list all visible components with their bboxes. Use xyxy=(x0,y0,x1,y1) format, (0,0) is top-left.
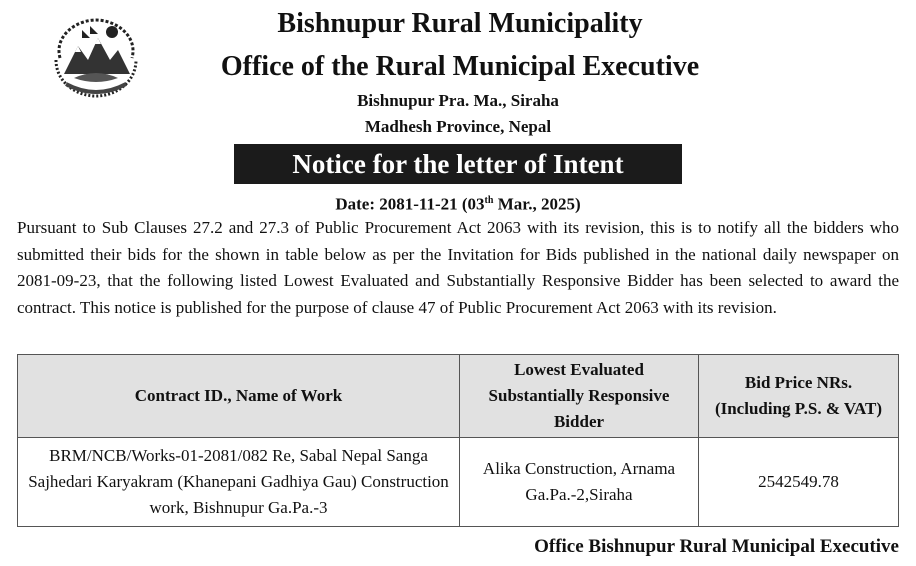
header-bidder: Lowest Evaluated Substantially Responsive Bidder xyxy=(460,355,699,438)
cell-contract-work: BRM/NCB/Works-01-2081/082 Re, Sabal Nepal Sanga Sajhedari Karyakram (Khanepani Gadhiya Gau) Construction work, Bishnupur Ga.Pa.-3 xyxy=(18,438,460,527)
municipality-title: Bishnupur Rural Municipality xyxy=(277,8,643,39)
award-table xyxy=(17,354,899,527)
notice-date xyxy=(258,190,658,216)
cell-bid-price: 2542549.78 xyxy=(699,438,899,527)
table-header-row xyxy=(18,355,899,438)
table-row xyxy=(18,438,899,527)
nepal-government-emblem-icon xyxy=(46,16,146,100)
office-title: Office of the Rural Municipal Executive xyxy=(220,51,700,82)
notice-title-banner: Notice for the letter of Intent xyxy=(234,144,682,184)
address-line-2: Madhesh Province, Nepal xyxy=(364,117,552,136)
date-superscript: th xyxy=(484,195,494,206)
date-suffix: Mar., 2025) xyxy=(493,194,581,214)
header-bid-price: Bid Price NRs. (Including P.S. & VAT) xyxy=(699,355,899,438)
footer-signature: Office Bishnupur Rural Municipal Executive xyxy=(534,536,899,557)
date-prefix: Date: 2081-11-21 (03 xyxy=(335,194,485,214)
address-line-1: Bishnupur Pra. Ma., Siraha xyxy=(357,91,559,110)
notice-body: Pursuant to Sub Clauses 27.2 and 27.3 of Public Procurement Act 2063 with its revision, this is to notify all the bidders who submitted their bids for the shown in table below as per the Invitation for Bids published in the national daily newspaper on 2081-09-23, that the following listed Lowest Evaluated and Substantially Responsive Bidder has been selected to award the contract. This notice is published for the purpose of clause 47 of Public Procurement Act 2063 with its revision. xyxy=(17,218,899,317)
header-contract-work: Contract ID., Name of Work xyxy=(18,355,460,438)
cell-bidder: Alika Construction, Arnama Ga.Pa.-2,Siraha xyxy=(460,438,699,527)
